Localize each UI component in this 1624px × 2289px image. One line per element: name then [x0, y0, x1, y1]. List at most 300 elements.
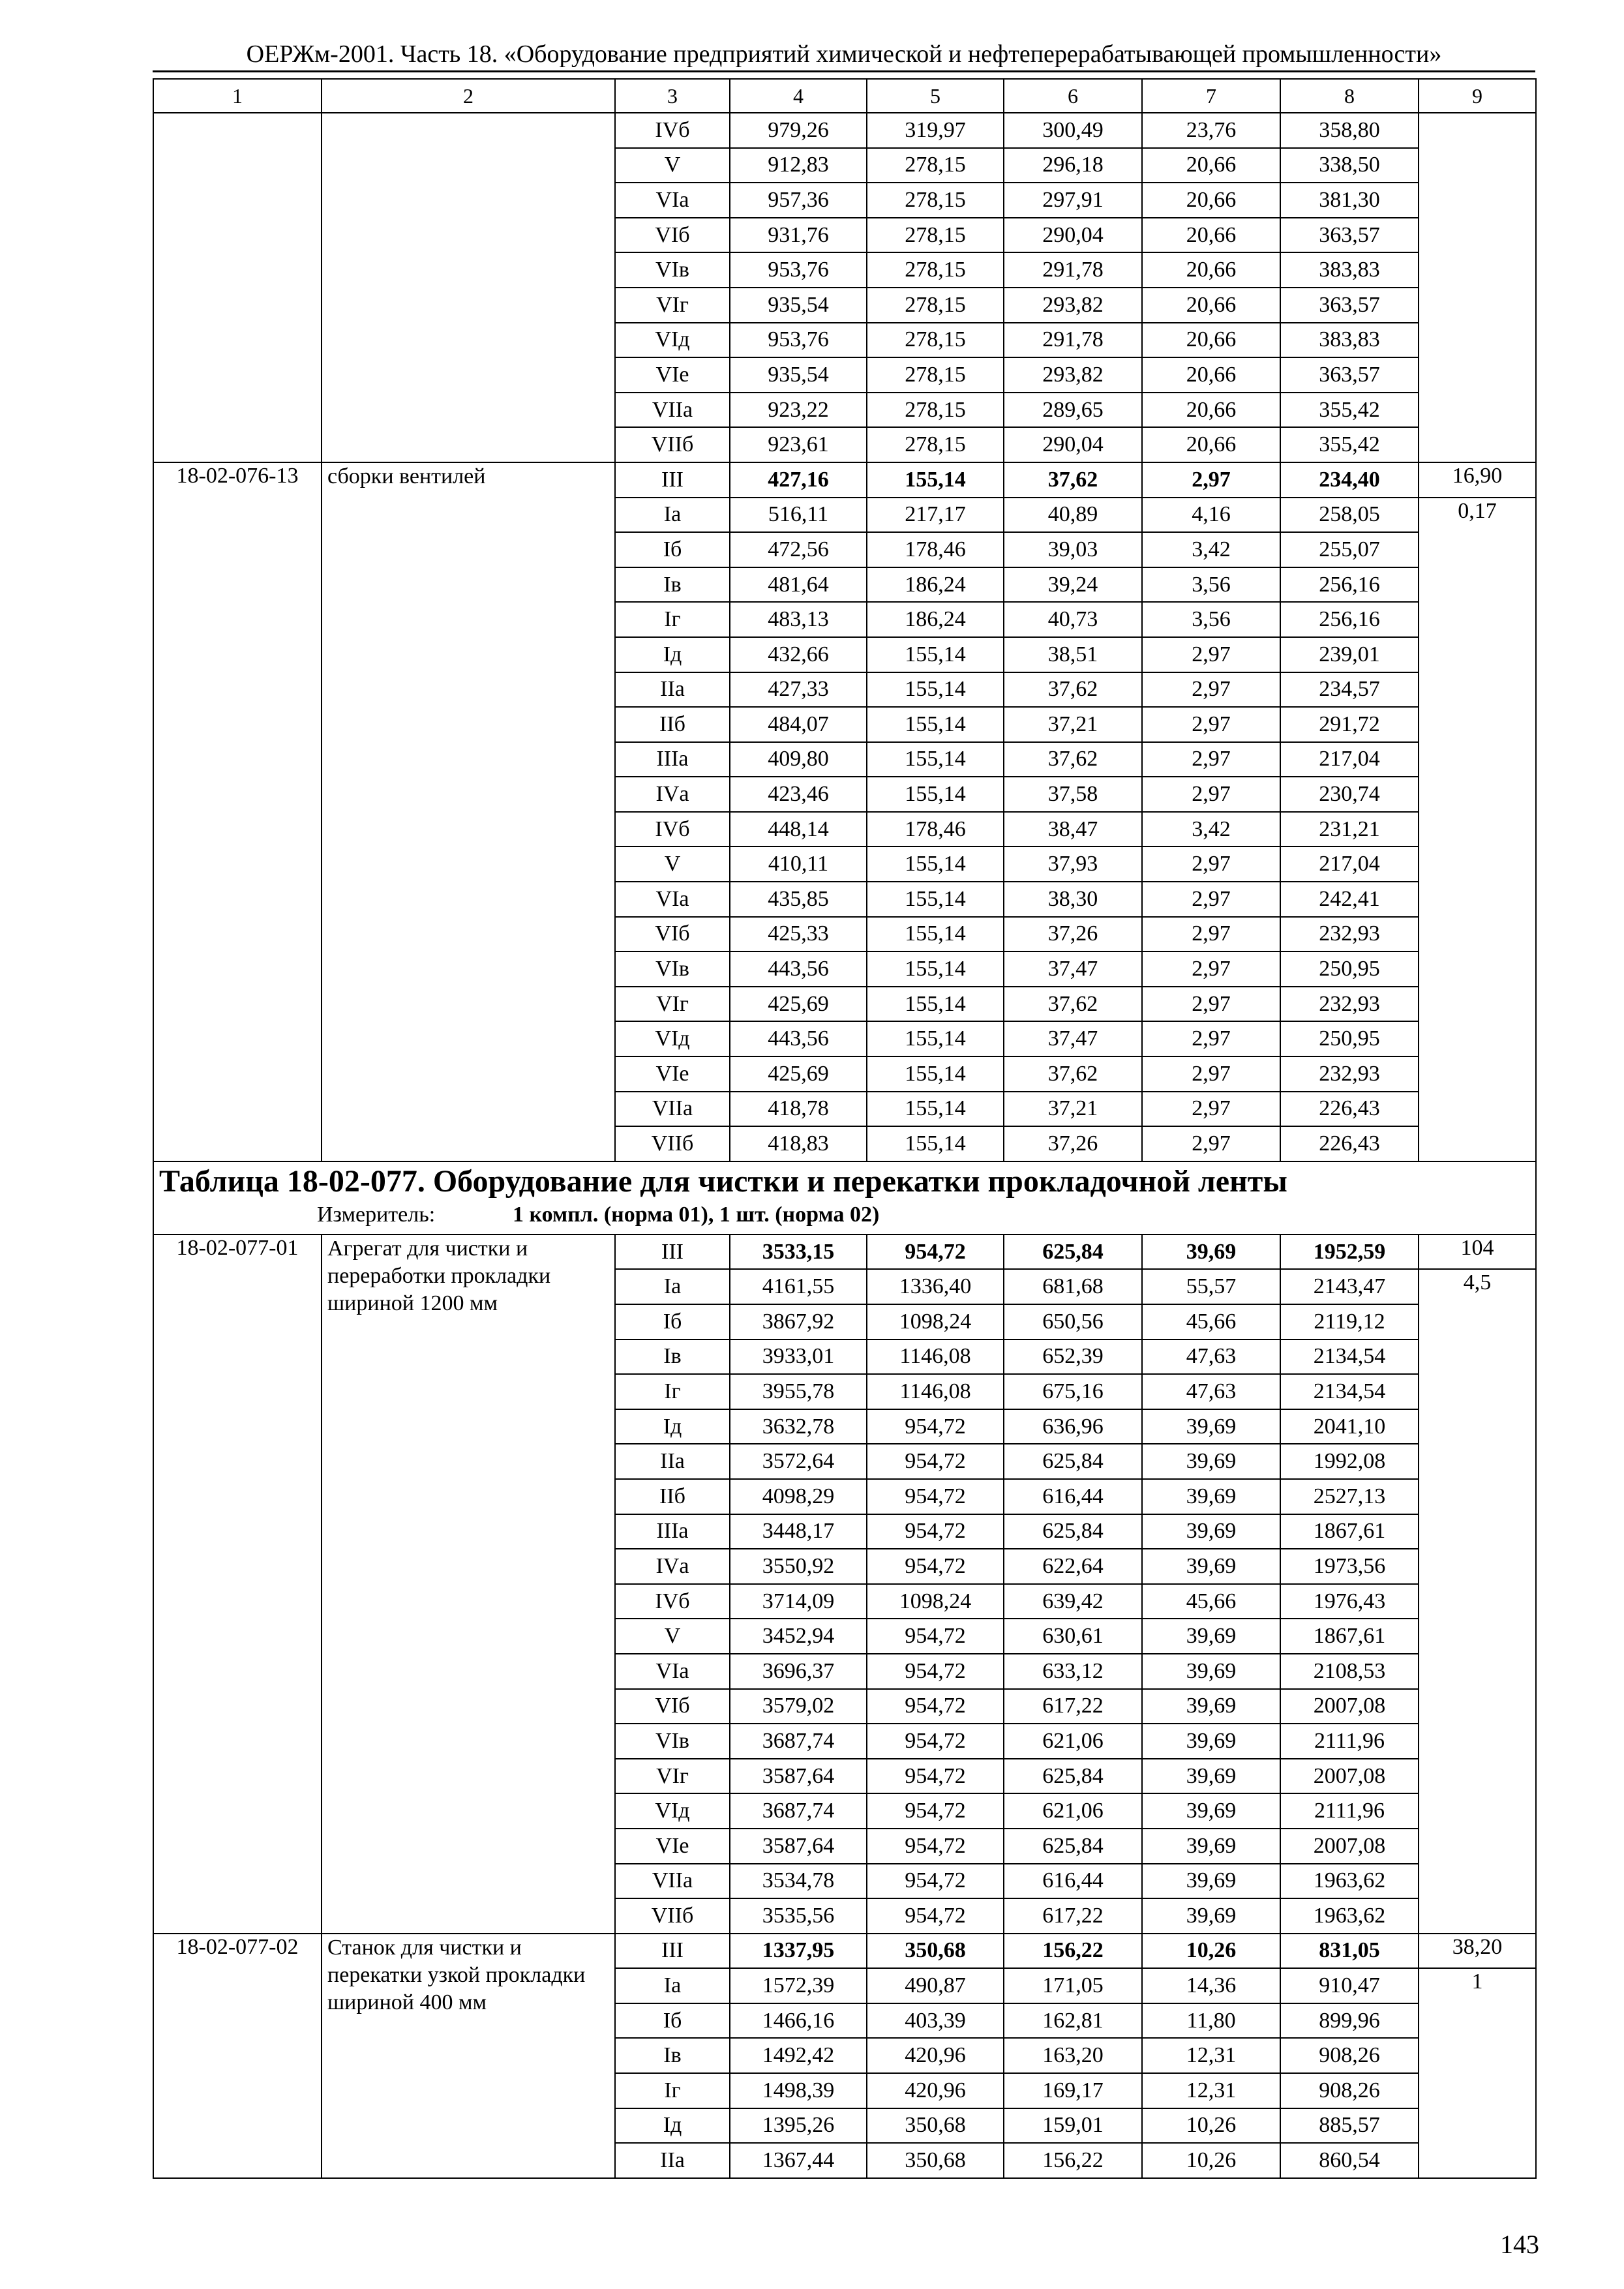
value-cell: 423,46 [730, 777, 867, 812]
value-cell: 1498,39 [730, 2073, 867, 2108]
value-cell: 156,22 [1004, 1934, 1142, 1969]
value-cell: 186,24 [867, 602, 1004, 637]
value-cell: 39,03 [1004, 532, 1142, 567]
value-cell: 427,33 [730, 672, 867, 708]
value-cell: 954,72 [867, 1619, 1004, 1654]
value-cell: 2,97 [1142, 882, 1280, 917]
value-cell: 2134,54 [1280, 1374, 1419, 1409]
value-cell: 155,14 [867, 707, 1004, 742]
zone-cell: Iг [615, 1374, 730, 1409]
zone-cell: VIе [615, 357, 730, 393]
value-cell: 3,56 [1142, 567, 1280, 603]
value-cell: 37,47 [1004, 951, 1142, 987]
value-cell: 39,69 [1142, 1793, 1280, 1829]
zone-cell: VIа [615, 1654, 730, 1689]
value-cell: 2,97 [1142, 742, 1280, 777]
value-cell: 650,56 [1004, 1304, 1142, 1339]
value-cell: 155,14 [867, 462, 1004, 498]
value-cell: 155,14 [867, 917, 1004, 952]
value-cell: 39,69 [1142, 1829, 1280, 1864]
rate-code: 18-02-076-13 [153, 462, 322, 1161]
value-cell: 617,22 [1004, 1689, 1142, 1724]
value-cell: 860,54 [1280, 2143, 1419, 2178]
value-cell: 159,01 [1004, 2108, 1142, 2144]
value-cell: 954,72 [867, 1759, 1004, 1794]
value-cell: 435,85 [730, 882, 867, 917]
value-cell: 155,14 [867, 846, 1004, 882]
value-cell: 178,46 [867, 812, 1004, 847]
value-cell: 1867,61 [1280, 1619, 1419, 1654]
value-cell: 418,83 [730, 1126, 867, 1161]
rate-code [153, 113, 322, 462]
value-cell: 37,26 [1004, 1126, 1142, 1161]
value-cell: 3534,78 [730, 1864, 867, 1899]
value-cell: 2,97 [1142, 1021, 1280, 1056]
value-cell: 3632,78 [730, 1409, 867, 1444]
value-cell: 232,93 [1280, 987, 1419, 1022]
table-row [153, 1234, 1536, 1270]
column-number-row [153, 79, 1536, 113]
value-cell: 37,47 [1004, 1021, 1142, 1056]
value-cell: 2007,08 [1280, 1829, 1419, 1864]
value-cell: 350,68 [867, 2143, 1004, 2178]
rate-name: сборки вентилей [322, 462, 615, 1161]
value-cell: 1992,08 [1280, 1444, 1419, 1479]
value-cell: 226,43 [1280, 1126, 1419, 1161]
value-cell: 3867,92 [730, 1304, 867, 1339]
section-title: Таблица 18-02-077. Оборудование для чистки и перекатки прокладочной ленты [159, 1163, 1287, 1199]
value-cell: 40,89 [1004, 498, 1142, 533]
value-cell: 278,15 [867, 183, 1004, 218]
value-cell: 278,15 [867, 252, 1004, 288]
value-cell: 37,93 [1004, 846, 1142, 882]
zone-cell: VIIб [615, 1126, 730, 1161]
value-cell: 155,14 [867, 777, 1004, 812]
zone-cell: VIв [615, 1724, 730, 1759]
value-cell: 490,87 [867, 1968, 1004, 2003]
value-cell: 1336,40 [867, 1269, 1004, 1304]
value-cell: 20,66 [1142, 218, 1280, 253]
value-cell: 39,69 [1142, 1864, 1280, 1899]
value-cell: 381,30 [1280, 183, 1419, 218]
value-cell: 37,62 [1004, 672, 1142, 708]
value-cell: 2134,54 [1280, 1339, 1419, 1375]
value-cell: 3550,92 [730, 1549, 867, 1584]
column-number: 4 [730, 79, 867, 113]
zone-cell: III [615, 1934, 730, 1969]
extra-value-cell [1419, 113, 1536, 462]
value-cell: 908,26 [1280, 2073, 1419, 2108]
value-cell: 484,07 [730, 707, 867, 742]
value-cell: 231,21 [1280, 812, 1419, 847]
value-cell: 20,66 [1142, 183, 1280, 218]
value-cell: 625,84 [1004, 1234, 1142, 1270]
value-cell: 3,42 [1142, 812, 1280, 847]
value-cell: 1146,08 [867, 1339, 1004, 1375]
value-cell: 37,62 [1004, 462, 1142, 498]
extra-value-cell: 0,17 [1419, 498, 1536, 1161]
value-cell: 239,01 [1280, 637, 1419, 672]
value-cell: 935,54 [730, 288, 867, 323]
value-cell: 37,21 [1004, 707, 1142, 742]
value-cell: 11,80 [1142, 2003, 1280, 2039]
value-cell: 3587,64 [730, 1759, 867, 1794]
value-cell: 234,57 [1280, 672, 1419, 708]
rate-code: 18-02-077-02 [153, 1934, 322, 2178]
value-cell: 425,69 [730, 1056, 867, 1092]
value-cell: 908,26 [1280, 2038, 1419, 2073]
value-cell: 155,14 [867, 742, 1004, 777]
value-cell: 39,69 [1142, 1619, 1280, 1654]
value-cell: 37,21 [1004, 1092, 1142, 1127]
value-cell: 278,15 [867, 218, 1004, 253]
value-cell: 3533,15 [730, 1234, 867, 1270]
value-cell: 234,40 [1280, 462, 1419, 498]
value-cell: 443,56 [730, 1021, 867, 1056]
value-cell: 278,15 [867, 148, 1004, 183]
zone-cell: Iв [615, 2038, 730, 2073]
value-cell: 625,84 [1004, 1759, 1142, 1794]
value-cell: 39,69 [1142, 1689, 1280, 1724]
value-cell: 2,97 [1142, 846, 1280, 882]
value-cell: 675,16 [1004, 1374, 1142, 1409]
value-cell: 363,57 [1280, 218, 1419, 253]
value-cell: 20,66 [1142, 148, 1280, 183]
value-cell: 2,97 [1142, 1092, 1280, 1127]
value-cell: 625,84 [1004, 1514, 1142, 1549]
value-cell: 155,14 [867, 1056, 1004, 1092]
value-cell: 319,97 [867, 113, 1004, 148]
value-cell: 2119,12 [1280, 1304, 1419, 1339]
zone-cell: V [615, 1619, 730, 1654]
value-cell: 954,72 [867, 1549, 1004, 1584]
zone-cell: VIа [615, 183, 730, 218]
value-cell: 1146,08 [867, 1374, 1004, 1409]
value-cell: 953,76 [730, 323, 867, 358]
value-cell: 3,42 [1142, 532, 1280, 567]
zone-cell: VIб [615, 1689, 730, 1724]
zone-cell: IVа [615, 1549, 730, 1584]
value-cell: 432,66 [730, 637, 867, 672]
value-cell: 47,63 [1142, 1339, 1280, 1375]
unit-label: Измеритель: [317, 1202, 436, 1227]
value-cell: 156,22 [1004, 2143, 1142, 2178]
value-cell: 37,26 [1004, 917, 1142, 952]
value-cell: 350,68 [867, 2108, 1004, 2144]
value-cell: 2108,53 [1280, 1654, 1419, 1689]
value-cell: 636,96 [1004, 1409, 1142, 1444]
value-cell: 1337,95 [730, 1934, 867, 1969]
zone-cell: III [615, 462, 730, 498]
zone-cell: IVб [615, 113, 730, 148]
value-cell: 427,16 [730, 462, 867, 498]
value-cell: 899,96 [1280, 2003, 1419, 2039]
value-cell: 409,80 [730, 742, 867, 777]
value-cell: 290,04 [1004, 218, 1142, 253]
value-cell: 1367,44 [730, 2143, 867, 2178]
value-cell: 625,84 [1004, 1829, 1142, 1864]
value-cell: 155,14 [867, 672, 1004, 708]
value-cell: 954,72 [867, 1829, 1004, 1864]
value-cell: 155,14 [867, 882, 1004, 917]
extra-value-cell: 38,20 [1419, 1934, 1536, 1969]
value-cell: 250,95 [1280, 951, 1419, 987]
value-cell: 633,12 [1004, 1654, 1142, 1689]
value-cell: 39,69 [1142, 1549, 1280, 1584]
value-cell: 155,14 [867, 1021, 1004, 1056]
zone-cell: IIIа [615, 742, 730, 777]
value-cell: 425,33 [730, 917, 867, 952]
value-cell: 355,42 [1280, 393, 1419, 428]
value-cell: 162,81 [1004, 2003, 1142, 2039]
value-cell: 39,69 [1142, 1724, 1280, 1759]
value-cell: 2,97 [1142, 987, 1280, 1022]
value-cell: 2007,08 [1280, 1759, 1419, 1794]
zone-cell: IIIа [615, 1514, 730, 1549]
zone-cell: VIд [615, 1793, 730, 1829]
section-header [153, 1161, 1536, 1234]
value-cell: 39,69 [1142, 1514, 1280, 1549]
value-cell: 278,15 [867, 323, 1004, 358]
value-cell: 1466,16 [730, 2003, 867, 2039]
value-cell: 39,69 [1142, 1444, 1280, 1479]
value-cell: 2527,13 [1280, 1479, 1419, 1514]
extra-value-cell: 104 [1419, 1234, 1536, 1270]
value-cell: 2,97 [1142, 951, 1280, 987]
column-number: 3 [615, 79, 730, 113]
value-cell: 289,65 [1004, 393, 1142, 428]
value-cell: 3452,94 [730, 1619, 867, 1654]
value-cell: 1098,24 [867, 1584, 1004, 1619]
value-cell: 186,24 [867, 567, 1004, 603]
extra-value-cell: 16,90 [1419, 462, 1536, 498]
value-cell: 217,04 [1280, 742, 1419, 777]
zone-cell: IIб [615, 707, 730, 742]
column-number: 8 [1280, 79, 1419, 113]
value-cell: 2,97 [1142, 777, 1280, 812]
value-cell: 652,39 [1004, 1339, 1142, 1375]
value-cell: 358,80 [1280, 113, 1419, 148]
value-cell: 2,97 [1142, 462, 1280, 498]
value-cell: 403,39 [867, 2003, 1004, 2039]
value-cell: 1572,39 [730, 1968, 867, 2003]
column-number: 6 [1004, 79, 1142, 113]
table-row [153, 462, 1536, 498]
value-cell: 923,61 [730, 427, 867, 462]
value-cell: 2041,10 [1280, 1409, 1419, 1444]
value-cell: 38,30 [1004, 882, 1142, 917]
value-cell: 2,97 [1142, 1056, 1280, 1092]
zone-cell: VIг [615, 987, 730, 1022]
unit-line [159, 1201, 1530, 1229]
zone-cell: Iб [615, 532, 730, 567]
column-number: 1 [153, 79, 322, 113]
value-cell: 443,56 [730, 951, 867, 987]
zone-cell: IIа [615, 1444, 730, 1479]
zone-cell: V [615, 846, 730, 882]
value-cell: 481,64 [730, 567, 867, 603]
value-cell: 3687,74 [730, 1724, 867, 1759]
zone-cell: Iг [615, 602, 730, 637]
column-number: 2 [322, 79, 615, 113]
value-cell: 45,66 [1142, 1584, 1280, 1619]
value-cell: 472,56 [730, 532, 867, 567]
value-cell: 37,62 [1004, 1056, 1142, 1092]
value-cell: 621,06 [1004, 1793, 1142, 1829]
value-cell: 39,24 [1004, 567, 1142, 603]
zone-cell: VIIб [615, 1898, 730, 1934]
value-cell: 297,91 [1004, 183, 1142, 218]
zone-cell: VIг [615, 288, 730, 323]
rate-name: Агрегат для чистки и переработки прокладки шириной 1200 мм [322, 1234, 615, 1934]
value-cell: 155,14 [867, 987, 1004, 1022]
value-cell: 2143,47 [1280, 1269, 1419, 1304]
value-cell: 250,95 [1280, 1021, 1419, 1056]
value-cell: 278,15 [867, 427, 1004, 462]
value-cell: 954,72 [867, 1689, 1004, 1724]
zone-cell: IVа [615, 777, 730, 812]
value-cell: 3,56 [1142, 602, 1280, 637]
value-cell: 278,15 [867, 357, 1004, 393]
value-cell: 954,72 [867, 1864, 1004, 1899]
value-cell: 1973,56 [1280, 1549, 1419, 1584]
value-cell: 621,06 [1004, 1724, 1142, 1759]
value-cell: 630,61 [1004, 1619, 1142, 1654]
value-cell: 20,66 [1142, 427, 1280, 462]
value-cell: 885,57 [1280, 2108, 1419, 2144]
value-cell: 979,26 [730, 113, 867, 148]
value-cell: 425,69 [730, 987, 867, 1022]
value-cell: 1098,24 [867, 1304, 1004, 1339]
value-cell: 418,78 [730, 1092, 867, 1127]
value-cell: 616,44 [1004, 1479, 1142, 1514]
zone-cell: IIа [615, 672, 730, 708]
value-cell: 3955,78 [730, 1374, 867, 1409]
value-cell: 4161,55 [730, 1269, 867, 1304]
value-cell: 37,62 [1004, 987, 1142, 1022]
value-cell: 1492,42 [730, 2038, 867, 2073]
value-cell: 954,72 [867, 1654, 1004, 1689]
value-cell: 957,36 [730, 183, 867, 218]
value-cell: 1976,43 [1280, 1584, 1419, 1619]
zone-cell: VIа [615, 882, 730, 917]
value-cell: 2,97 [1142, 1126, 1280, 1161]
zone-cell: Iб [615, 2003, 730, 2039]
zone-cell: Iа [615, 1968, 730, 2003]
zone-cell: IVб [615, 1584, 730, 1619]
value-cell: 2007,08 [1280, 1689, 1419, 1724]
zone-cell: V [615, 148, 730, 183]
value-cell: 420,96 [867, 2073, 1004, 2108]
value-cell: 383,83 [1280, 252, 1419, 288]
value-cell: 912,83 [730, 148, 867, 183]
value-cell: 226,43 [1280, 1092, 1419, 1127]
value-cell: 3696,37 [730, 1654, 867, 1689]
value-cell: 255,07 [1280, 532, 1419, 567]
value-cell: 12,31 [1142, 2073, 1280, 2108]
value-cell: 291,72 [1280, 707, 1419, 742]
value-cell: 232,93 [1280, 917, 1419, 952]
value-cell: 953,76 [730, 252, 867, 288]
value-cell: 40,73 [1004, 602, 1142, 637]
value-cell: 256,16 [1280, 567, 1419, 603]
value-cell: 39,69 [1142, 1409, 1280, 1444]
value-cell: 831,05 [1280, 1934, 1419, 1969]
value-cell: 39,69 [1142, 1234, 1280, 1270]
value-cell: 1963,62 [1280, 1864, 1419, 1899]
page-header: ОЕРЖм-2001. Часть 18. «Оборудование предприятий химической и нефтеперерабатывающей промышленности» [246, 40, 1442, 68]
value-cell: 55,57 [1142, 1269, 1280, 1304]
value-cell: 20,66 [1142, 323, 1280, 358]
value-cell: 12,31 [1142, 2038, 1280, 2073]
rates-table [153, 78, 1537, 2179]
zone-cell: IIб [615, 1479, 730, 1514]
value-cell: 23,76 [1142, 113, 1280, 148]
value-cell: 10,26 [1142, 1934, 1280, 1969]
value-cell: 681,68 [1004, 1269, 1142, 1304]
zone-cell: Iа [615, 1269, 730, 1304]
zone-cell: IIа [615, 2143, 730, 2178]
value-cell: 617,22 [1004, 1898, 1142, 1934]
value-cell: 954,72 [867, 1234, 1004, 1270]
value-cell: 20,66 [1142, 357, 1280, 393]
zone-cell: Iд [615, 637, 730, 672]
value-cell: 363,57 [1280, 357, 1419, 393]
value-cell: 3587,64 [730, 1829, 867, 1864]
unit-value: 1 компл. (норма 01), 1 шт. (норма 02) [513, 1202, 880, 1227]
value-cell: 155,14 [867, 637, 1004, 672]
value-cell: 10,26 [1142, 2143, 1280, 2178]
value-cell: 1952,59 [1280, 1234, 1419, 1270]
value-cell: 296,18 [1004, 148, 1142, 183]
value-cell: 169,17 [1004, 2073, 1142, 2108]
value-cell: 616,44 [1004, 1864, 1142, 1899]
value-cell: 37,62 [1004, 742, 1142, 777]
rate-name [322, 113, 615, 462]
value-cell: 290,04 [1004, 427, 1142, 462]
value-cell: 4098,29 [730, 1479, 867, 1514]
value-cell: 291,78 [1004, 323, 1142, 358]
value-cell: 931,76 [730, 218, 867, 253]
zone-cell: VIIб [615, 427, 730, 462]
value-cell: 3579,02 [730, 1689, 867, 1724]
value-cell: 20,66 [1142, 252, 1280, 288]
value-cell: 954,72 [867, 1898, 1004, 1934]
column-number: 7 [1142, 79, 1280, 113]
value-cell: 3535,56 [730, 1898, 867, 1934]
value-cell: 20,66 [1142, 393, 1280, 428]
zone-cell: VIIа [615, 393, 730, 428]
zone-cell: VIд [615, 323, 730, 358]
zone-cell: III [615, 1234, 730, 1270]
value-cell: 39,69 [1142, 1898, 1280, 1934]
value-cell: 516,11 [730, 498, 867, 533]
value-cell: 2,97 [1142, 672, 1280, 708]
value-cell: 4,16 [1142, 498, 1280, 533]
value-cell: 1395,26 [730, 2108, 867, 2144]
zone-cell: Iв [615, 1339, 730, 1375]
value-cell: 483,13 [730, 602, 867, 637]
zone-cell: VIб [615, 917, 730, 952]
value-cell: 3933,01 [730, 1339, 867, 1375]
zone-cell: VIIа [615, 1092, 730, 1127]
value-cell: 1867,61 [1280, 1514, 1419, 1549]
value-cell: 39,69 [1142, 1479, 1280, 1514]
value-cell: 291,78 [1004, 252, 1142, 288]
value-cell: 178,46 [867, 532, 1004, 567]
value-cell: 47,63 [1142, 1374, 1280, 1409]
value-cell: 155,14 [867, 1126, 1004, 1161]
